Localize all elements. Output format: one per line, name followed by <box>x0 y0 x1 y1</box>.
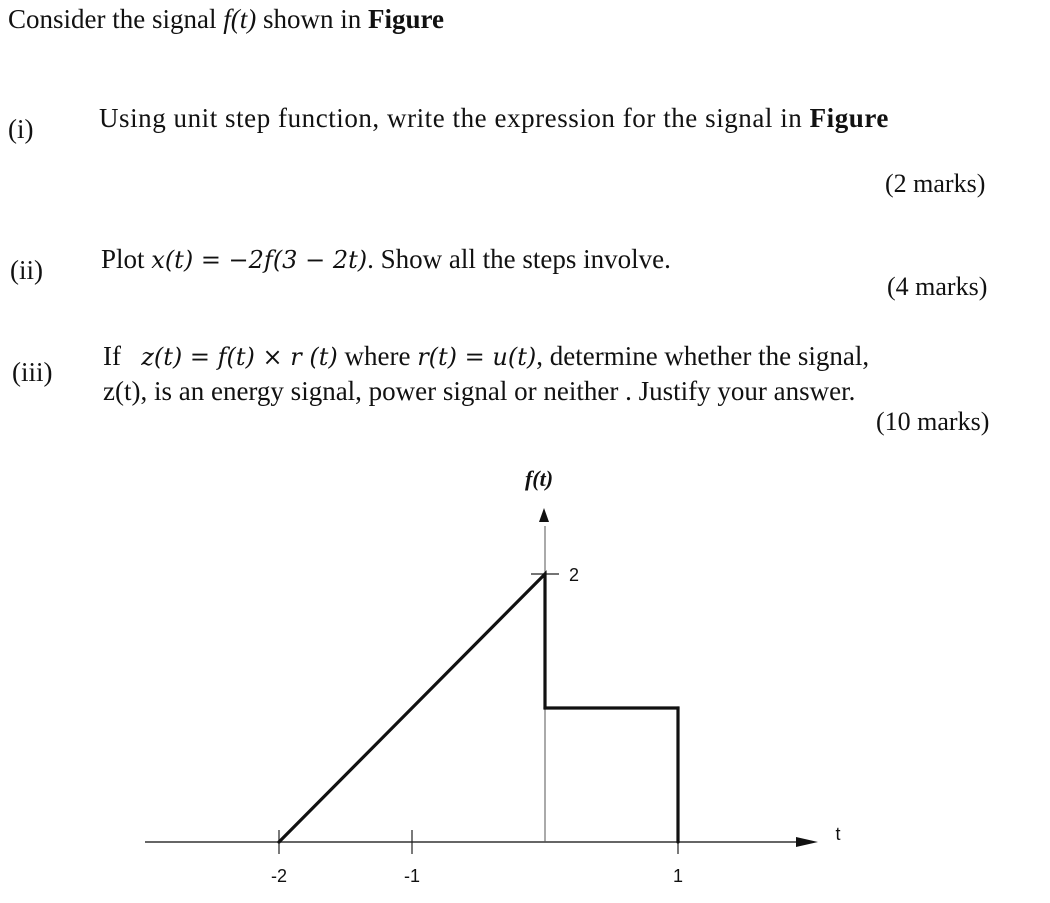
q1-marks: (2 marks) <box>885 169 986 198</box>
q2-plot: Plot <box>101 244 152 274</box>
q3-rest: , determine whether the signal, <box>536 341 870 371</box>
y-tick-label: 2 <box>569 565 580 585</box>
q1-number: (i) <box>8 114 34 144</box>
q2-text <box>101 244 671 275</box>
q2-number: (ii) <box>10 255 43 285</box>
intro-middle: shown in <box>256 4 368 34</box>
signal-point <box>543 572 546 575</box>
intro-line <box>8 4 444 35</box>
q3-marks: (10 marks) <box>876 407 990 436</box>
q2-expression: x(t) = −2f(3 − 2t) <box>151 246 368 274</box>
intro-prefix: Consider the signal <box>8 4 224 34</box>
q2-marks: (4 marks) <box>887 272 988 301</box>
intro-figure-ref: Figure <box>368 4 444 34</box>
x-tick-label: 1 <box>672 866 684 886</box>
signal-point <box>277 840 280 843</box>
labels <box>271 466 841 886</box>
q2-tail: . Show all the steps involve. <box>367 244 671 274</box>
signal-point <box>543 706 546 709</box>
intro-signal: f(t) <box>223 4 257 34</box>
q3-if: If <box>103 341 121 371</box>
signal-figure <box>0 450 1050 903</box>
q3-expression-r: r(t) = u(t) <box>417 343 537 371</box>
q3-expression-z: z(t) = f(t) × r (t) <box>141 343 338 371</box>
signal-line <box>279 574 678 842</box>
q3-line2: z(t), is an energy signal, power signal or neither . Justify your answer. <box>103 376 856 406</box>
signal-point <box>676 840 679 843</box>
x-tick-label: -1 <box>403 866 421 886</box>
ticks <box>279 574 678 854</box>
signal-point <box>676 706 679 709</box>
signal-curve <box>277 572 679 843</box>
x-tick-label: -2 <box>270 866 288 886</box>
function-label: f(t) <box>524 466 554 491</box>
q3-line1 <box>103 341 869 372</box>
x-axis-arrow <box>796 837 818 847</box>
q1-figure-ref: Figure <box>809 103 889 133</box>
q1-body: Using unit step function, write the expression for the signal in <box>99 103 810 133</box>
q3-number: (iii) <box>12 357 53 387</box>
q1-text <box>99 103 889 134</box>
q3-where: where <box>337 341 418 371</box>
x-axis-label: t <box>835 824 841 844</box>
y-axis-arrow <box>539 508 549 522</box>
axes <box>145 508 818 847</box>
